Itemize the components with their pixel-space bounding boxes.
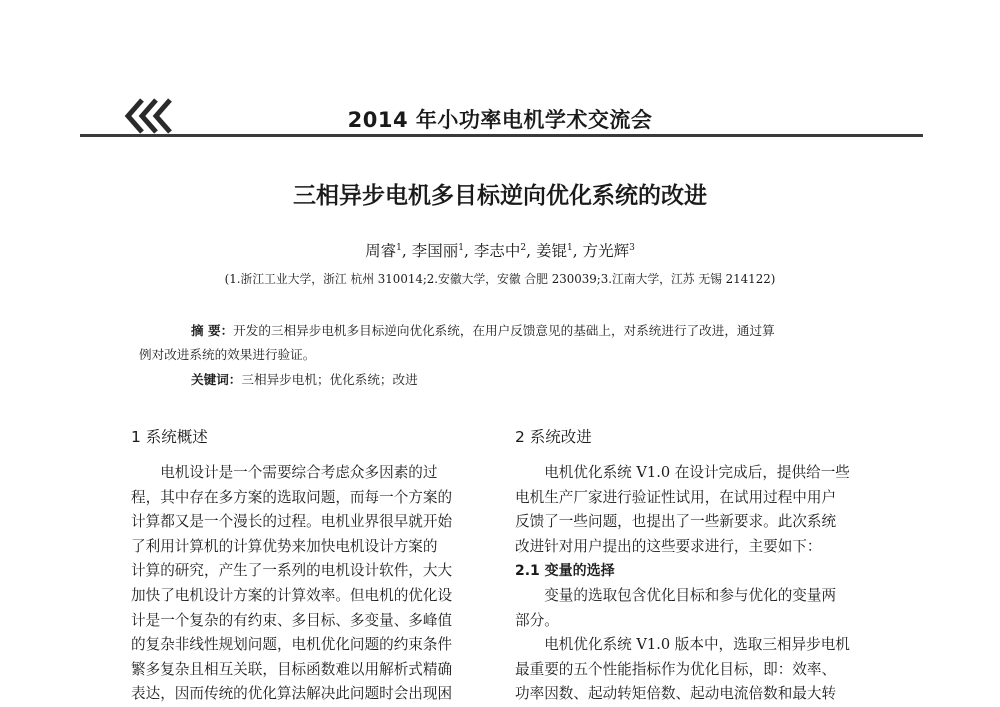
abstract-label: 摘 要： xyxy=(191,323,234,338)
body-paragraph xyxy=(515,633,873,707)
text-line: 反馈了一些问题，也提出了一些新要求。此次系统 xyxy=(515,513,837,531)
body-paragraph xyxy=(515,461,873,559)
abstract-text: 开发的三相异步电机多目标逆向优化系统，在用户反馈意见的基础上，对系统进行了改进，通过算 xyxy=(233,323,775,338)
text-line: 繁多复杂且相互关联，目标函数难以用解析式精确 xyxy=(131,660,453,678)
author-name: 姜锟 xyxy=(535,242,567,260)
keywords-text: 三相异步电机；优化系统；改进 xyxy=(241,372,418,387)
text-line: 的复杂非线性规划问题，电机优化问题的约束条件 xyxy=(131,636,453,654)
right-column xyxy=(515,425,873,707)
keywords xyxy=(191,369,418,388)
body-paragraph xyxy=(515,584,873,633)
text-line: 了利用计算机的计算优势来加快电机设计方案的 xyxy=(131,537,438,555)
author-affiliation-mark: 1 xyxy=(396,242,402,253)
text-line: 改进针对用户提出的这些要求进行，主要如下： xyxy=(515,537,822,555)
text-line: 电机生产厂家进行验证性试用，在试用过程中用户 xyxy=(515,488,837,506)
author-affiliation-mark: 3 xyxy=(629,242,635,253)
text-line: 变量的选取包含优化目标和参与优化的变量两 xyxy=(544,586,837,604)
author-name: 李志中 xyxy=(473,242,521,260)
author-affiliation-mark: 2 xyxy=(520,242,527,253)
author-list: 周睿$^1$, 李国丽$^1$, 李志中$^2$, 姜锟$^1$, 方光辉$^3$ xyxy=(365,242,635,260)
subsection-heading: 2.1 变量的选择 xyxy=(515,563,615,580)
header-divider xyxy=(80,134,923,137)
abstract-line xyxy=(139,319,859,343)
abstract-line: 例对改进系统的效果进行验证。 xyxy=(139,347,316,362)
text-line: 电机设计是一个需要综合考虑众多因素的过 xyxy=(160,464,438,481)
text-line: 功率因数、起动转矩倍数、起动电流倍数和最大转 xyxy=(515,685,837,703)
keywords-label: 关键词： xyxy=(191,372,242,387)
text-line: 程，其中存在多方案的选取问题，而每一个方案的 xyxy=(131,488,453,506)
text-line: 电机优化系统 V1.0 在设计完成后，提供给一些 xyxy=(544,464,850,481)
abstract xyxy=(139,319,859,367)
text-line: 最重要的五个性能指标作为优化目标，即：效率、 xyxy=(515,660,837,678)
text-line: 计算的研究，产生了一系列的电机设计软件，大大 xyxy=(131,562,453,580)
section-heading: 2 系统改进 xyxy=(515,428,592,446)
left-column xyxy=(131,425,488,707)
author-name: 周睿 xyxy=(365,242,397,260)
text-line: 电机优化系统 V1.0 版本中，选取三相异步电机 xyxy=(544,636,850,654)
author-affiliation-mark: 1 xyxy=(458,242,465,253)
author-affiliation-mark: 1 xyxy=(567,242,573,253)
section-heading: 1 系统概述 xyxy=(131,428,208,446)
text-line: 加快了电机设计方案的计算效率。但电机的优化设 xyxy=(131,586,453,604)
conference-header-title: 2014 年小功率电机学术交流会 xyxy=(347,108,653,132)
body-paragraph xyxy=(131,461,488,707)
paper-title: 三相异步电机多目标逆向优化系统的改进 xyxy=(293,183,707,209)
text-line: 表达，因而传统的优化算法解决此问题时会出现困 xyxy=(131,685,453,703)
text-line: 部分。 xyxy=(515,611,559,629)
text-line: 计算都又是一个漫长的过程。电机业界很早就开始 xyxy=(131,513,453,531)
text-line: 计是一个复杂的有约束、多目标、多变量、多峰值 xyxy=(131,611,453,629)
author-name: 方光辉 xyxy=(582,242,630,260)
affiliations: (1.浙江工业大学，浙江 杭州 310014;2.安徽大学，安徽 合肥 230039;3.江南大学，江苏 无锡 214122) xyxy=(224,272,776,286)
author-name: 李国丽 xyxy=(411,242,459,260)
